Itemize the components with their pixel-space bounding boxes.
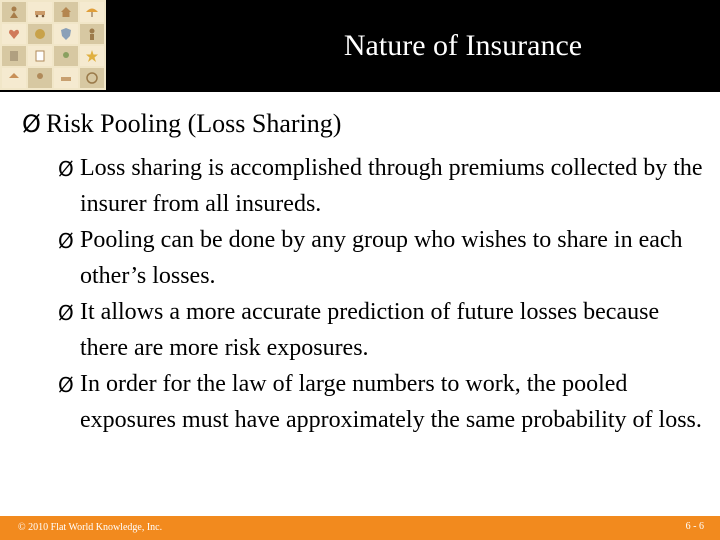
house-icon <box>2 68 26 88</box>
list-item <box>58 294 708 366</box>
heart-icon <box>2 24 26 44</box>
person-icon <box>2 2 26 22</box>
arrowhead-bullet-icon: Ø <box>22 110 41 138</box>
dollar-icon <box>28 24 52 44</box>
person-icon <box>80 24 104 44</box>
copyright-text: © 2010 Flat World Knowledge, Inc. <box>18 522 163 533</box>
shield-icon <box>54 24 78 44</box>
person-icon <box>28 68 52 88</box>
list-item-text: It allows a more accurate prediction of future losses because there are more risk exposures. <box>80 299 660 361</box>
sub-bullet-list <box>58 150 708 438</box>
arrowhead-bullet-icon: Ø <box>58 301 74 325</box>
arrowhead-bullet-icon: Ø <box>58 229 74 253</box>
star-icon <box>80 46 104 66</box>
list-item-text: Pooling can be done by any group who wishes to share in each other’s losses. <box>80 227 683 289</box>
main-bullet <box>22 106 702 142</box>
list-item <box>58 150 708 222</box>
main-bullet-text: Risk Pooling (Loss Sharing) <box>46 109 342 138</box>
slide-footer <box>0 516 720 540</box>
list-item <box>58 366 708 438</box>
list-item-text: In order for the law of large numbers to work, the pooled exposures must have approximately the same probability of loss. <box>80 371 702 433</box>
document-icon <box>28 46 52 66</box>
umbrella-icon <box>80 2 104 22</box>
arrowhead-bullet-icon: Ø <box>58 157 74 181</box>
clock-icon <box>80 68 104 88</box>
plant-icon <box>54 46 78 66</box>
list-item-text: Loss sharing is accomplished through premiums collected by the insurer from all insureds. <box>80 155 703 217</box>
car-icon <box>54 68 78 88</box>
list-item <box>58 222 708 294</box>
house-icon <box>54 2 78 22</box>
calculator-icon <box>2 46 26 66</box>
slide-header <box>0 0 720 92</box>
slide-number: 6 - 6 <box>685 521 704 532</box>
slide-title: Nature of Insurance <box>343 29 583 62</box>
insurance-icons-grid-logo <box>0 0 106 90</box>
car-icon <box>28 2 52 22</box>
arrowhead-bullet-icon: Ø <box>58 373 74 397</box>
